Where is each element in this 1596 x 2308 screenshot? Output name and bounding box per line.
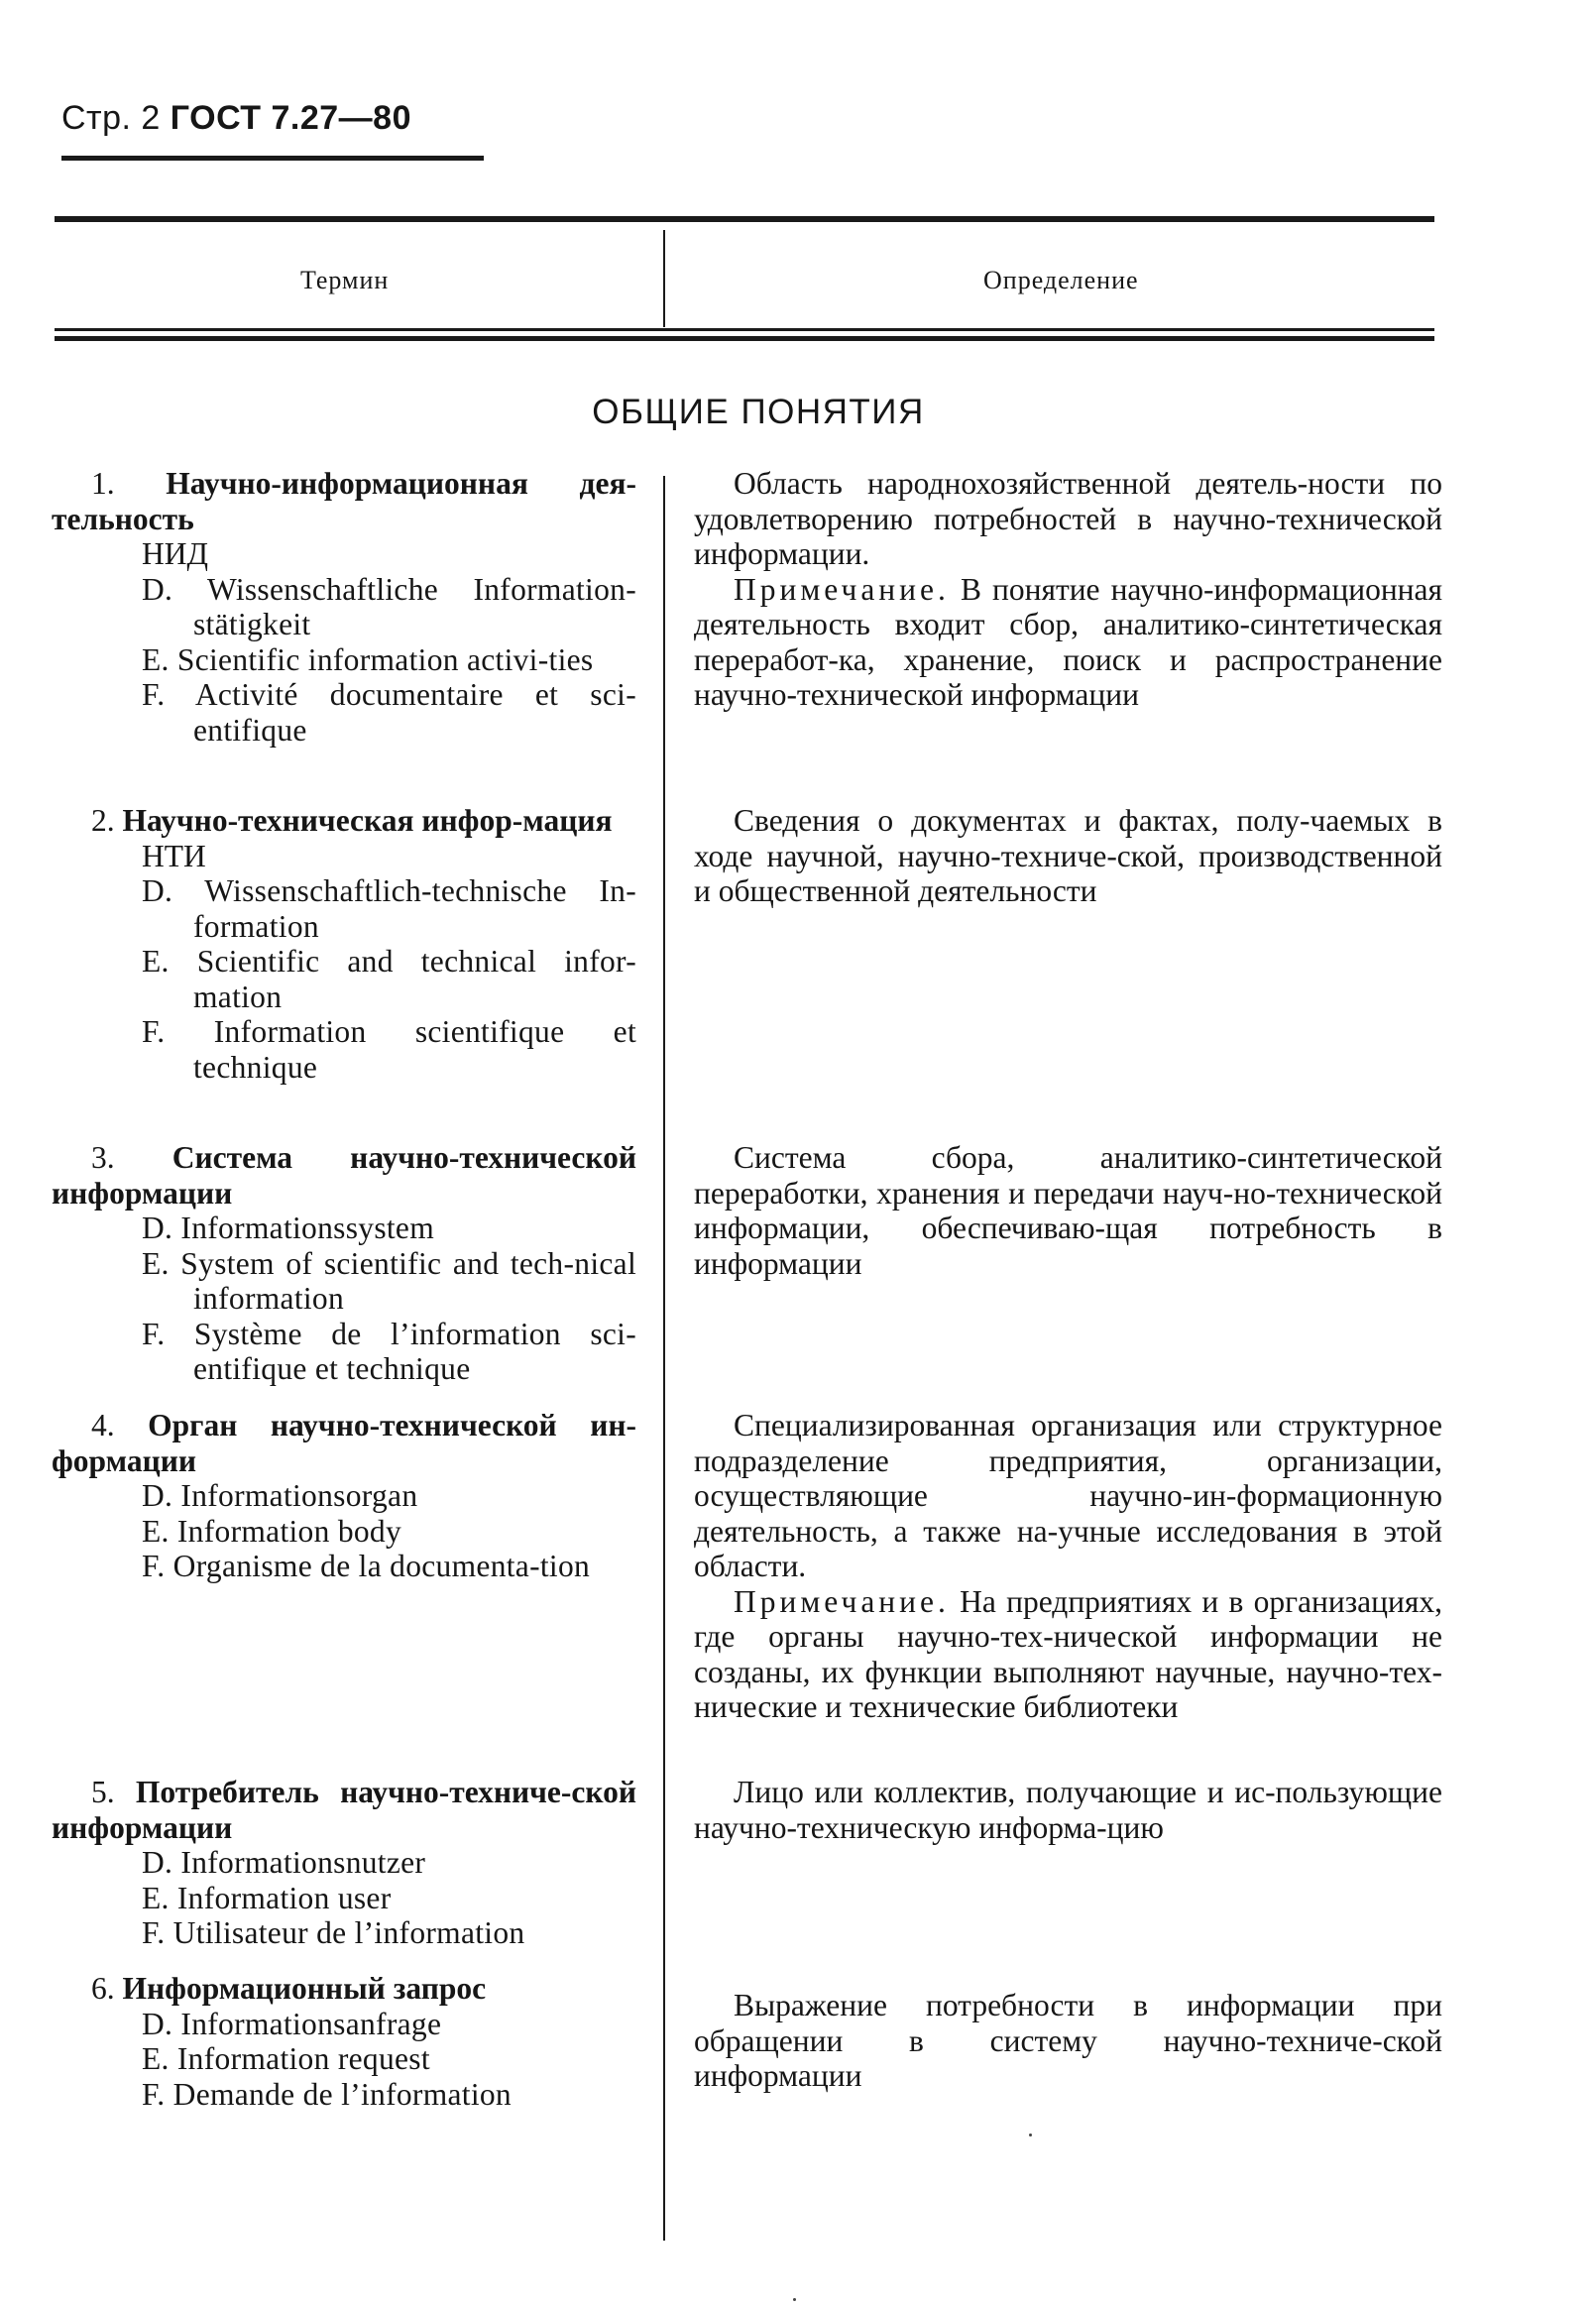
definition-entry-3 xyxy=(694,1140,1442,1281)
definition-text: Специализированная организация или структурное подразделение предприятия, организации, осуществляющие научно-ин-формационную деятельность, а также на-учные исследования в этой области. xyxy=(694,1408,1442,1583)
term-german: D. Informationssystem xyxy=(142,1211,435,1245)
definition-entry-6 xyxy=(694,1988,1442,2094)
term-english: E. System of scientific and tech-nical information xyxy=(142,1245,636,1316)
term-french: F. Système de l’information sci-entifique et technique xyxy=(142,1316,636,1386)
header-underline xyxy=(61,156,484,161)
note-text: В понятие научно-информационная деятельность входит сбор, аналитико-синтетическая переработ-ка, хранение, поиск и распространение научно-технической информации xyxy=(694,571,1443,712)
note-label: Примечание. xyxy=(734,1583,950,1619)
term-number: 2. xyxy=(91,803,115,838)
term-german: D. Informationsorgan xyxy=(142,1478,418,1513)
note-label: Примечание. xyxy=(734,571,950,607)
term-french: F. Organisme de la documenta-tion xyxy=(142,1549,591,1583)
term-entry-6 xyxy=(52,1971,636,2112)
term-title xyxy=(52,1971,636,2007)
table-head-rule-thick xyxy=(55,336,1434,341)
term-name: Информационный запрос xyxy=(122,1971,487,2006)
table-body-divider xyxy=(663,476,665,2241)
page-header xyxy=(61,99,411,138)
term-english: E. Scientific information activi-ties xyxy=(142,641,594,677)
term-german: D. Informationsnutzer xyxy=(142,1845,426,1880)
term-name: Система научно-технической информации xyxy=(52,1140,636,1211)
term-english: E. Information body xyxy=(142,1513,402,1549)
column-header-term: Термин xyxy=(300,266,390,294)
term-german: D. Wissenschaftlich-technische In-formation xyxy=(142,873,636,944)
term-french: F. Activité documentaire et sci-entifique xyxy=(142,677,636,748)
term-number: 4. xyxy=(91,1408,115,1442)
term-number: 1. xyxy=(91,466,115,501)
term-abbreviation: НТИ xyxy=(142,838,206,873)
section-title: ОБЩИЕ ПОНЯТИЯ xyxy=(592,393,925,431)
definition-note xyxy=(694,572,1442,713)
term-english: E. Information user xyxy=(142,1880,392,1915)
definition-text: Область народнохозяйственной деятель-ности по удовлетворению потребностей в научно-технической информации. xyxy=(694,466,1442,571)
definition-entry-4 xyxy=(694,1408,1442,1725)
definition-entry-5 xyxy=(694,1775,1442,1845)
term-english: E. Scientific and technical infor-mation xyxy=(142,944,636,1014)
term-number: 5. xyxy=(91,1775,115,1809)
term-number: 6. xyxy=(91,1971,115,2006)
term-entry-3 xyxy=(52,1140,636,1387)
term-name: Научно-информационная дея-тельность xyxy=(52,466,636,536)
definition-text: Выражение потребности в информации при обращении в систему научно-техниче-ской информации xyxy=(694,1988,1442,2093)
term-english: E. Information request xyxy=(142,2041,430,2076)
term-title xyxy=(52,803,636,839)
term-title xyxy=(52,1408,636,1478)
page-number: Стр. 2 xyxy=(61,99,161,137)
term-name: Научно-техническая инфор-мация xyxy=(122,803,613,838)
term-name: Орган научно-технической ин-формации xyxy=(52,1408,636,1478)
column-header-definition: Определение xyxy=(983,266,1139,294)
definition-entry-2 xyxy=(694,803,1442,909)
term-german: D. Informationsanfrage xyxy=(142,2006,442,2041)
table-head-rule-thin xyxy=(55,328,1434,331)
term-entry-5 xyxy=(52,1775,636,1951)
term-entry-4 xyxy=(52,1408,636,1584)
term-entry-1 xyxy=(52,466,636,748)
table-head-divider xyxy=(663,230,665,327)
term-french: F. Information scientifique et technique xyxy=(142,1014,636,1085)
term-abbreviation: НИД xyxy=(142,536,208,571)
definition-note xyxy=(694,1584,1442,1725)
term-number: 3. xyxy=(91,1140,115,1175)
term-title xyxy=(52,1775,636,1845)
term-entry-2 xyxy=(52,803,636,1085)
term-french: F. Utilisateur de l’information xyxy=(142,1915,525,1950)
term-name: Потребитель научно-техниче-ской информации xyxy=(52,1775,636,1845)
term-french: F. Demande de l’information xyxy=(142,2076,512,2112)
standard-code: ГОСТ 7.27—80 xyxy=(170,99,411,137)
table-top-rule xyxy=(55,216,1434,222)
term-german: D. Wissenschaftliche Information-stätigkeit xyxy=(142,571,636,641)
scan-speck xyxy=(1029,2134,1032,2136)
definition-entry-1 xyxy=(694,466,1442,713)
definition-text: Система сбора, аналитико-синтетической переработки, хранения и передачи науч-но-технической информации, обеспечиваю-щая потребность в информации xyxy=(694,1140,1442,1281)
definition-text: Лицо или коллектив, получающие и ис-пользующие научно-техническую информа-цию xyxy=(694,1775,1442,1845)
term-title xyxy=(52,1140,636,1211)
term-title xyxy=(52,466,636,536)
note-text: На предприятиях и в организациях, где органы научно-тех-нической информации не созданы, их функции выполняют научные, научно-тех-нические и технические библиотеки xyxy=(694,1583,1442,1724)
definition-text: Сведения о документах и фактах, полу-чаемых в ходе научной, научно-техниче-ской, производственной и общественной деятельности xyxy=(694,803,1442,908)
scan-speck xyxy=(793,2298,796,2301)
